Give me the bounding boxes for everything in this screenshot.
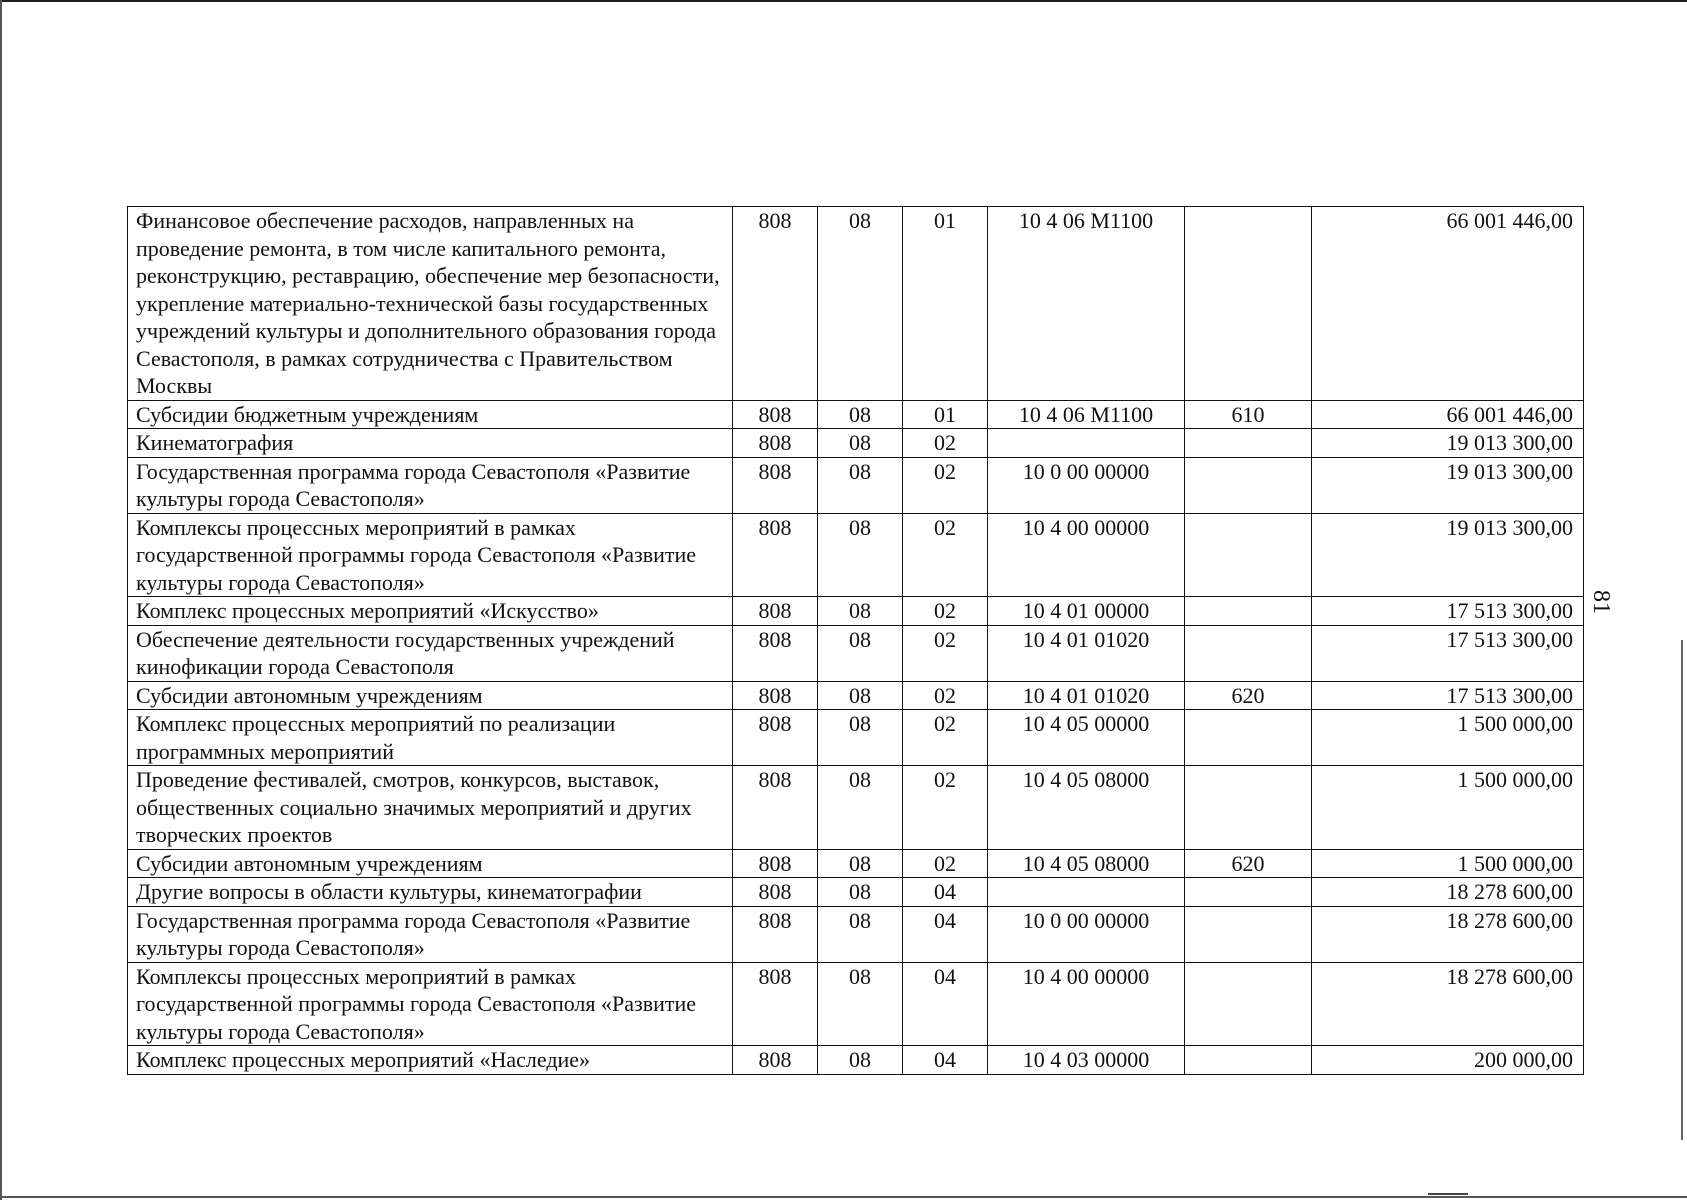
- row-name: Обеспечение деятельности государственных учреждений кинофикации города Севастополя: [128, 625, 733, 681]
- row-rz: 08: [818, 681, 903, 710]
- row-name: Комплекс процессных мероприятий «Искусство»: [128, 597, 733, 626]
- row-sum: 17 513 300,00: [1312, 625, 1584, 681]
- row-sum: 1 500 000,00: [1312, 710, 1584, 766]
- row-rz: 08: [818, 513, 903, 597]
- row-rz: 08: [818, 625, 903, 681]
- row-ved: 808: [733, 766, 818, 850]
- row-sum: 200 000,00: [1312, 1046, 1584, 1075]
- row-ved: 808: [733, 962, 818, 1046]
- row-vr: [1185, 766, 1312, 850]
- table-row: [128, 457, 1584, 513]
- row-vr: [1185, 597, 1312, 626]
- row-rz: 08: [818, 849, 903, 878]
- row-csr: 10 4 00 00000: [988, 962, 1185, 1046]
- row-vr: [1185, 513, 1312, 597]
- table-row: [128, 400, 1584, 429]
- row-csr: 10 4 01 00000: [988, 597, 1185, 626]
- row-ved: 808: [733, 710, 818, 766]
- row-sum: 18 278 600,00: [1312, 962, 1584, 1046]
- row-vr: [1185, 878, 1312, 907]
- row-vr: [1185, 962, 1312, 1046]
- row-vr: [1185, 457, 1312, 513]
- row-pr: 04: [903, 906, 988, 962]
- table-row: [128, 962, 1584, 1046]
- table-row: [128, 1046, 1584, 1075]
- budget-table: [127, 206, 1584, 1075]
- row-rz: 08: [818, 457, 903, 513]
- row-pr: 02: [903, 681, 988, 710]
- table-row: [128, 766, 1584, 850]
- row-pr: 02: [903, 429, 988, 458]
- row-pr: 02: [903, 625, 988, 681]
- row-csr: 10 4 06 М1100: [988, 207, 1185, 401]
- row-name: Субсидии автономным учреждениям: [128, 849, 733, 878]
- row-csr: 10 4 05 00000: [988, 710, 1185, 766]
- row-vr: [1185, 625, 1312, 681]
- row-sum: 66 001 446,00: [1312, 207, 1584, 401]
- page-border-bottom: [0, 1196, 1687, 1198]
- scan-mark: [1428, 1193, 1468, 1195]
- table-row: [128, 710, 1584, 766]
- row-rz: 08: [818, 400, 903, 429]
- row-rz: 08: [818, 1046, 903, 1075]
- row-sum: 1 500 000,00: [1312, 766, 1584, 850]
- row-csr: 10 4 06 М1100: [988, 400, 1185, 429]
- row-rz: 08: [818, 429, 903, 458]
- row-ved: 808: [733, 513, 818, 597]
- row-rz: 08: [818, 962, 903, 1046]
- budget-table-body: [128, 207, 1584, 1075]
- row-vr: [1185, 1046, 1312, 1075]
- row-ved: 808: [733, 849, 818, 878]
- row-ved: 808: [733, 681, 818, 710]
- row-name: Субсидии автономным учреждениям: [128, 681, 733, 710]
- page-border-left: [0, 0, 2, 1200]
- row-name: Комплексы процессных мероприятий в рамках государственной программы города Севастополя «Развитие культуры города Севастополя»: [128, 962, 733, 1046]
- row-sum: 19 013 300,00: [1312, 513, 1584, 597]
- row-name: Другие вопросы в области культуры, кинематографии: [128, 878, 733, 907]
- row-csr: [988, 878, 1185, 907]
- row-ved: 808: [733, 207, 818, 401]
- row-pr: 02: [903, 457, 988, 513]
- row-csr: 10 0 00 00000: [988, 906, 1185, 962]
- row-vr: [1185, 429, 1312, 458]
- row-ved: 808: [733, 1046, 818, 1075]
- row-name: Комплекс процессных мероприятий по реализации программных мероприятий: [128, 710, 733, 766]
- table-row: [128, 625, 1584, 681]
- row-csr: 10 4 05 08000: [988, 766, 1185, 850]
- page-border-top: [0, 0, 1687, 2]
- row-ved: 808: [733, 457, 818, 513]
- row-pr: 02: [903, 513, 988, 597]
- row-sum: 17 513 300,00: [1312, 681, 1584, 710]
- row-rz: 08: [818, 766, 903, 850]
- row-vr: [1185, 906, 1312, 962]
- row-sum: 18 278 600,00: [1312, 906, 1584, 962]
- row-pr: 02: [903, 766, 988, 850]
- row-vr: [1185, 710, 1312, 766]
- row-pr: 02: [903, 849, 988, 878]
- row-csr: 10 4 05 08000: [988, 849, 1185, 878]
- row-sum: 18 278 600,00: [1312, 878, 1584, 907]
- row-rz: 08: [818, 710, 903, 766]
- table-row: [128, 597, 1584, 626]
- row-ved: 808: [733, 625, 818, 681]
- row-sum: 1 500 000,00: [1312, 849, 1584, 878]
- row-pr: 04: [903, 1046, 988, 1075]
- table-row: [128, 878, 1584, 907]
- row-csr: 10 4 01 01020: [988, 625, 1185, 681]
- row-rz: 08: [818, 906, 903, 962]
- row-ved: 808: [733, 400, 818, 429]
- row-csr: 10 4 03 00000: [988, 1046, 1185, 1075]
- budget-table-container: [127, 206, 1583, 1075]
- page-number: 81: [1588, 590, 1614, 614]
- table-row: [128, 207, 1584, 401]
- row-name: Государственная программа города Севастополя «Развитие культуры города Севастополя»: [128, 906, 733, 962]
- row-rz: 08: [818, 878, 903, 907]
- row-pr: 02: [903, 597, 988, 626]
- row-pr: 01: [903, 400, 988, 429]
- row-vr: 620: [1185, 849, 1312, 878]
- row-sum: 17 513 300,00: [1312, 597, 1584, 626]
- row-ved: 808: [733, 597, 818, 626]
- table-row: [128, 429, 1584, 458]
- row-sum: 19 013 300,00: [1312, 457, 1584, 513]
- row-pr: 04: [903, 878, 988, 907]
- table-row: [128, 513, 1584, 597]
- row-sum: 66 001 446,00: [1312, 400, 1584, 429]
- row-csr: 10 4 01 01020: [988, 681, 1185, 710]
- row-vr: [1185, 207, 1312, 401]
- row-ved: 808: [733, 878, 818, 907]
- row-pr: 04: [903, 962, 988, 1046]
- table-row: [128, 681, 1584, 710]
- table-row: [128, 906, 1584, 962]
- table-row: [128, 849, 1584, 878]
- row-name: Комплекс процессных мероприятий «Наследие»: [128, 1046, 733, 1075]
- row-sum: 19 013 300,00: [1312, 429, 1584, 458]
- row-name: Проведение фестивалей, смотров, конкурсов, выставок, общественных социально значимых мероприятий и других творческих проектов: [128, 766, 733, 850]
- row-ved: 808: [733, 429, 818, 458]
- row-name: Государственная программа города Севастополя «Развитие культуры города Севастополя»: [128, 457, 733, 513]
- row-vr: 620: [1185, 681, 1312, 710]
- right-edge-line: [1681, 640, 1683, 1140]
- row-ved: 808: [733, 906, 818, 962]
- row-pr: 01: [903, 207, 988, 401]
- row-rz: 08: [818, 597, 903, 626]
- row-name: Субсидии бюджетным учреждениям: [128, 400, 733, 429]
- row-name: Финансовое обеспечение расходов, направленных на проведение ремонта, в том числе капитального ремонта, реконструкцию, реставрацию, обеспечение мер безопасности, укрепление материально-технической базы государственных учреждений культуры и дополнительного образования города Севастополя, в рамках сотрудничества с Правительством Москвы: [128, 207, 733, 401]
- row-rz: 08: [818, 207, 903, 401]
- row-vr: 610: [1185, 400, 1312, 429]
- row-csr: 10 4 00 00000: [988, 513, 1185, 597]
- row-name: Комплексы процессных мероприятий в рамках государственной программы города Севастополя «Развитие культуры города Севастополя»: [128, 513, 733, 597]
- row-csr: [988, 429, 1185, 458]
- row-name: Кинематография: [128, 429, 733, 458]
- row-pr: 02: [903, 710, 988, 766]
- row-csr: 10 0 00 00000: [988, 457, 1185, 513]
